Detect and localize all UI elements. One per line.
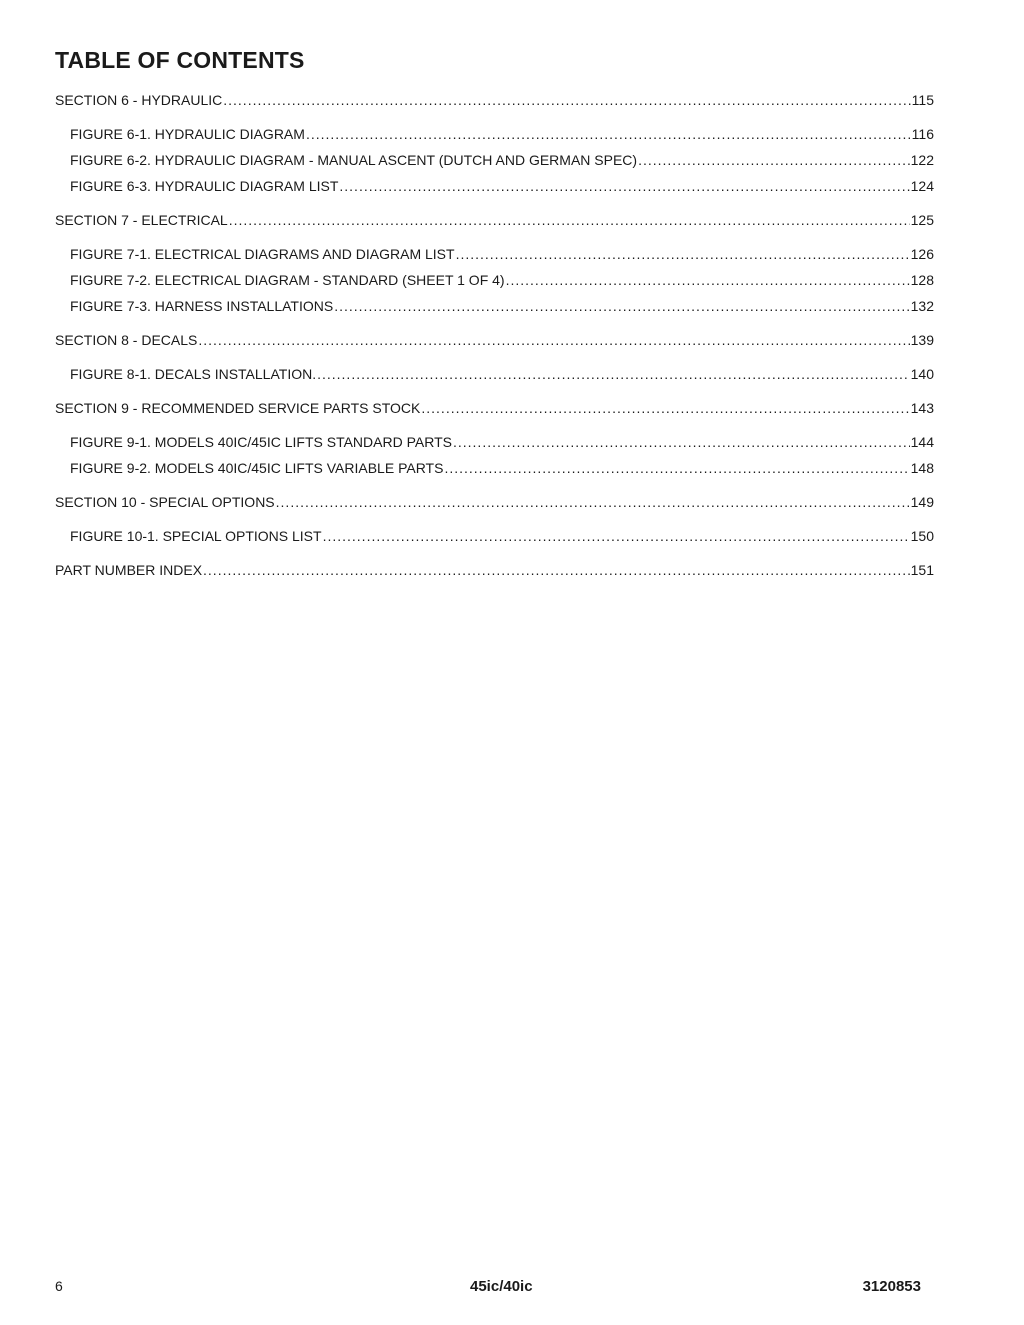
toc-entry-page: 128 (910, 272, 934, 288)
toc-dot-leader (229, 210, 910, 230)
toc-entry-page: 116 (911, 126, 934, 142)
toc-entry-page: 125 (910, 212, 934, 228)
toc-dot-leader (421, 398, 909, 418)
footer-model: 45ic/40ic (470, 1278, 533, 1295)
toc-entry-page: 150 (910, 528, 934, 544)
footer-page-number: 6 (55, 1278, 63, 1294)
toc-section-entry[interactable] (55, 90, 934, 110)
toc-entry-page: 126 (910, 246, 934, 262)
toc-entry-label: FIGURE 10-1. SPECIAL OPTIONS LIST (70, 528, 322, 544)
toc-figure-entry[interactable] (55, 458, 934, 478)
toc-dot-leader (453, 432, 910, 452)
toc-entry-page: 122 (910, 152, 934, 168)
toc-entry-page: 144 (910, 434, 934, 450)
toc-entry-page: 140 (910, 366, 934, 382)
toc-entry-page: 151 (910, 562, 934, 578)
toc-entry-label: PART NUMBER INDEX (55, 562, 203, 578)
toc-section-entry[interactable] (55, 330, 934, 350)
toc-entry-label: FIGURE 6-3. HYDRAULIC DIAGRAM LIST (70, 178, 339, 194)
page-title: TABLE OF CONTENTS (55, 47, 305, 73)
toc-section-entry[interactable] (55, 492, 934, 512)
toc-entry-page: 115 (911, 92, 934, 108)
toc-dot-leader (223, 90, 910, 110)
toc-dot-leader (198, 330, 909, 350)
toc-entry-page: 148 (910, 460, 934, 476)
toc-entry-label: FIGURE 7-1. ELECTRICAL DIAGRAMS AND DIAGRAM LIST (70, 246, 455, 262)
toc-dot-leader (339, 176, 909, 196)
toc-section-entry[interactable] (55, 210, 934, 230)
table-of-contents (55, 90, 934, 580)
toc-figure-entry[interactable] (55, 150, 934, 170)
toc-entry-label: SECTION 7 - ELECTRICAL (55, 212, 228, 228)
toc-entry-page: 139 (910, 332, 934, 348)
toc-entry-label: FIGURE 7-2. ELECTRICAL DIAGRAM - STANDARD (SHEET 1 OF 4) (70, 272, 505, 288)
toc-entry-label: SECTION 10 - SPECIAL OPTIONS (55, 494, 275, 510)
toc-figure-entry[interactable] (55, 244, 934, 264)
toc-dot-leader (506, 270, 910, 290)
toc-dot-leader (638, 150, 910, 170)
toc-entry-label: FIGURE 6-2. HYDRAULIC DIAGRAM - MANUAL ASCENT (DUTCH AND GERMAN SPEC) (70, 152, 638, 168)
toc-entry-label: SECTION 6 - HYDRAULIC (55, 92, 223, 108)
toc-figure-entry[interactable] (55, 270, 934, 290)
toc-dot-leader (444, 458, 909, 478)
toc-section-entry[interactable] (55, 560, 934, 580)
toc-entry-label: FIGURE 9-2. MODELS 40IC/45IC LIFTS VARIABLE PARTS (70, 460, 444, 476)
toc-figure-entry[interactable] (55, 124, 934, 144)
toc-entry-page: 143 (910, 400, 934, 416)
toc-entry-label: FIGURE 8-1. DECALS INSTALLATION. (70, 366, 317, 382)
toc-figure-entry[interactable] (55, 526, 934, 546)
toc-dot-leader (203, 560, 910, 580)
toc-entry-label: SECTION 8 - DECALS (55, 332, 198, 348)
toc-section-entry[interactable] (55, 398, 934, 418)
toc-entry-page: 149 (910, 494, 934, 510)
toc-figure-entry[interactable] (55, 432, 934, 452)
toc-dot-leader (317, 364, 910, 384)
toc-entry-page: 124 (910, 178, 934, 194)
toc-figure-entry[interactable] (55, 296, 934, 316)
footer-doc-number: 3120853 (862, 1278, 921, 1295)
page-footer (0, 1278, 1024, 1298)
toc-dot-leader (306, 124, 911, 144)
toc-dot-leader (276, 492, 910, 512)
toc-dot-leader (323, 526, 910, 546)
toc-entry-label: FIGURE 6-1. HYDRAULIC DIAGRAM (70, 126, 305, 142)
toc-dot-leader (334, 296, 909, 316)
toc-entry-label: SECTION 9 - RECOMMENDED SERVICE PARTS STOCK (55, 400, 421, 416)
toc-entry-page: 132 (910, 298, 934, 314)
toc-entry-label: FIGURE 9-1. MODELS 40IC/45IC LIFTS STANDARD PARTS (70, 434, 452, 450)
toc-entry-label: FIGURE 7-3. HARNESS INSTALLATIONS (70, 298, 334, 314)
toc-dot-leader (456, 244, 910, 264)
toc-figure-entry[interactable] (55, 176, 934, 196)
toc-figure-entry[interactable] (55, 364, 934, 384)
